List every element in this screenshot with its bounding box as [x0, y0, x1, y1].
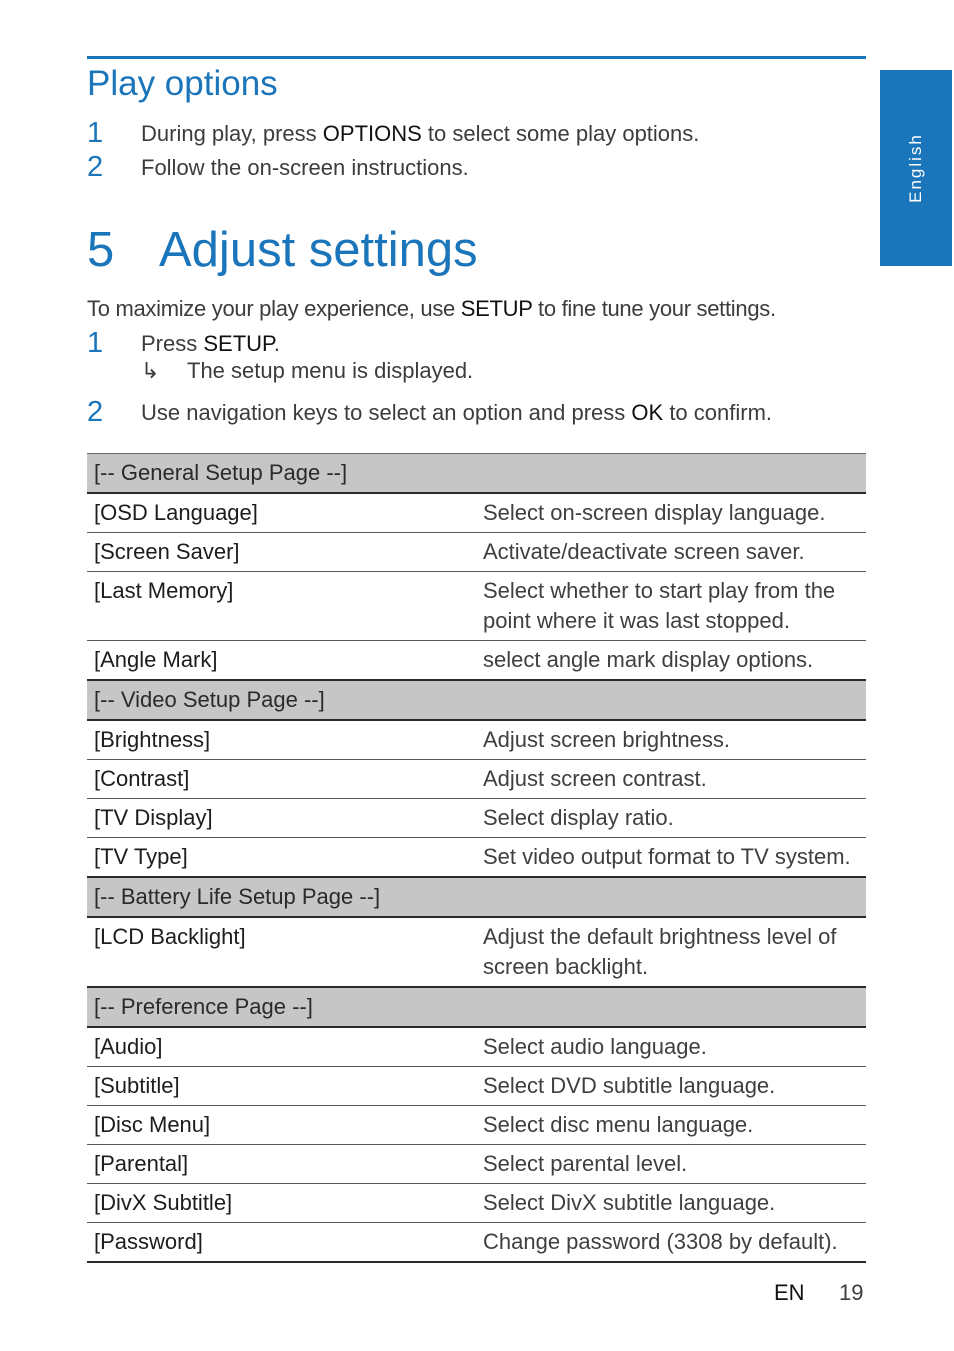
chapter-heading [87, 222, 478, 278]
step-number: 1 [87, 327, 104, 359]
step-number: 1 [87, 117, 104, 149]
table-row [87, 760, 866, 799]
table-section-row [87, 454, 866, 494]
setting-name: [Brightness] [87, 720, 476, 760]
setting-name: [Password] [87, 1223, 476, 1263]
table-row [87, 799, 866, 838]
setting-name: [Subtitle] [87, 1067, 476, 1106]
setting-description: Select disc menu language. [476, 1106, 866, 1145]
step-text [141, 155, 469, 181]
setting-name: [Disc Menu] [87, 1106, 476, 1145]
settings-table [87, 453, 866, 1263]
section-empty-cell [476, 877, 866, 917]
table-section-row [87, 680, 866, 720]
table-row [87, 1067, 866, 1106]
table-row [87, 1106, 866, 1145]
table-row [87, 572, 866, 641]
page-number: 19 [839, 1280, 864, 1305]
setting-name: [Contrast] [87, 760, 476, 799]
table-row [87, 917, 866, 987]
setting-description: Adjust screen brightness. [476, 720, 866, 760]
setting-description: Select display ratio. [476, 799, 866, 838]
table-row [87, 1184, 866, 1223]
setting-description: Select parental level. [476, 1145, 866, 1184]
setting-description: Select DVD subtitle language. [476, 1067, 866, 1106]
setting-description: Select whether to start play from the point where it was last stopped. [476, 572, 866, 641]
section-title: [-- General Setup Page --] [87, 454, 476, 494]
table-row [87, 720, 866, 760]
step-text-post: . [273, 331, 280, 356]
step-keyword: OK [631, 400, 664, 425]
setting-name: [Last Memory] [87, 572, 476, 641]
result-text: The setup menu is displayed. [187, 358, 474, 383]
setting-description: Adjust screen contrast. [476, 760, 866, 799]
section-title: [-- Preference Page --] [87, 987, 476, 1027]
setting-name: [DivX Subtitle] [87, 1184, 476, 1223]
table-section-row [87, 987, 866, 1027]
setting-description: Select on-screen display language. [476, 493, 866, 533]
table-row [87, 1145, 866, 1184]
table-row [87, 533, 866, 572]
setting-description: Select DivX subtitle language. [476, 1184, 866, 1223]
section-heading-play-options: Play options [87, 64, 278, 103]
step-text-pre: Press [141, 331, 204, 356]
setting-description: Activate/deactivate screen saver. [476, 533, 866, 572]
setting-name: [Angle Mark] [87, 641, 476, 681]
section-empty-cell [476, 680, 866, 720]
intro-pre: To maximize your play experience, use [87, 296, 461, 321]
setting-name: [TV Display] [87, 799, 476, 838]
top-rule [87, 56, 866, 59]
step-text-post: to confirm. [663, 400, 773, 425]
setting-description: Select audio language. [476, 1027, 866, 1067]
setting-name: [LCD Backlight] [87, 917, 476, 987]
footer-language: EN [774, 1280, 805, 1305]
step-text-pre: During play, press [141, 121, 323, 146]
table-section-row [87, 877, 866, 917]
setting-name: [OSD Language] [87, 493, 476, 533]
step-text-post: to select some play options. [421, 121, 700, 146]
table-row [87, 493, 866, 533]
step-text [141, 331, 280, 357]
language-tab [880, 70, 952, 266]
setting-description: Adjust the default brightness level of screen backlight. [476, 917, 866, 987]
setting-description: select angle mark display options. [476, 641, 866, 681]
intro-post: to fine tune your settings. [532, 296, 776, 321]
language-tab-label: English [906, 133, 925, 203]
step-keyword: OPTIONS [322, 121, 422, 146]
section-empty-cell [476, 454, 866, 494]
setting-name: [Parental] [87, 1145, 476, 1184]
step-text-pre: Use navigation keys to select an option and press [141, 400, 632, 425]
setting-description: Change password (3308 by default). [476, 1223, 866, 1263]
table-row [87, 1027, 866, 1067]
setting-description: Set video output format to TV system. [476, 838, 866, 878]
result-arrow-icon: ↳ [141, 358, 160, 383]
intro-keyword: SETUP [460, 296, 533, 321]
setting-name: [TV Type] [87, 838, 476, 878]
settings-table-body [87, 454, 866, 1263]
section-empty-cell [476, 987, 866, 1027]
chapter-title: Adjust settings [159, 223, 478, 277]
step-number: 2 [87, 151, 104, 183]
step-number: 2 [87, 396, 104, 428]
chapter-number: 5 [87, 223, 115, 277]
step-text [141, 400, 772, 426]
section-title: [-- Battery Life Setup Page --] [87, 877, 476, 917]
table-row [87, 1223, 866, 1263]
step-text [141, 121, 699, 147]
setting-name: [Screen Saver] [87, 533, 476, 572]
section-title: [-- Video Setup Page --] [87, 680, 476, 720]
chapter-intro [87, 296, 776, 322]
setting-name: [Audio] [87, 1027, 476, 1067]
step-keyword: SETUP [203, 331, 274, 356]
step-text-pre: Follow the on-screen instructions. [141, 155, 469, 180]
table-row [87, 641, 866, 681]
table-row [87, 838, 866, 878]
